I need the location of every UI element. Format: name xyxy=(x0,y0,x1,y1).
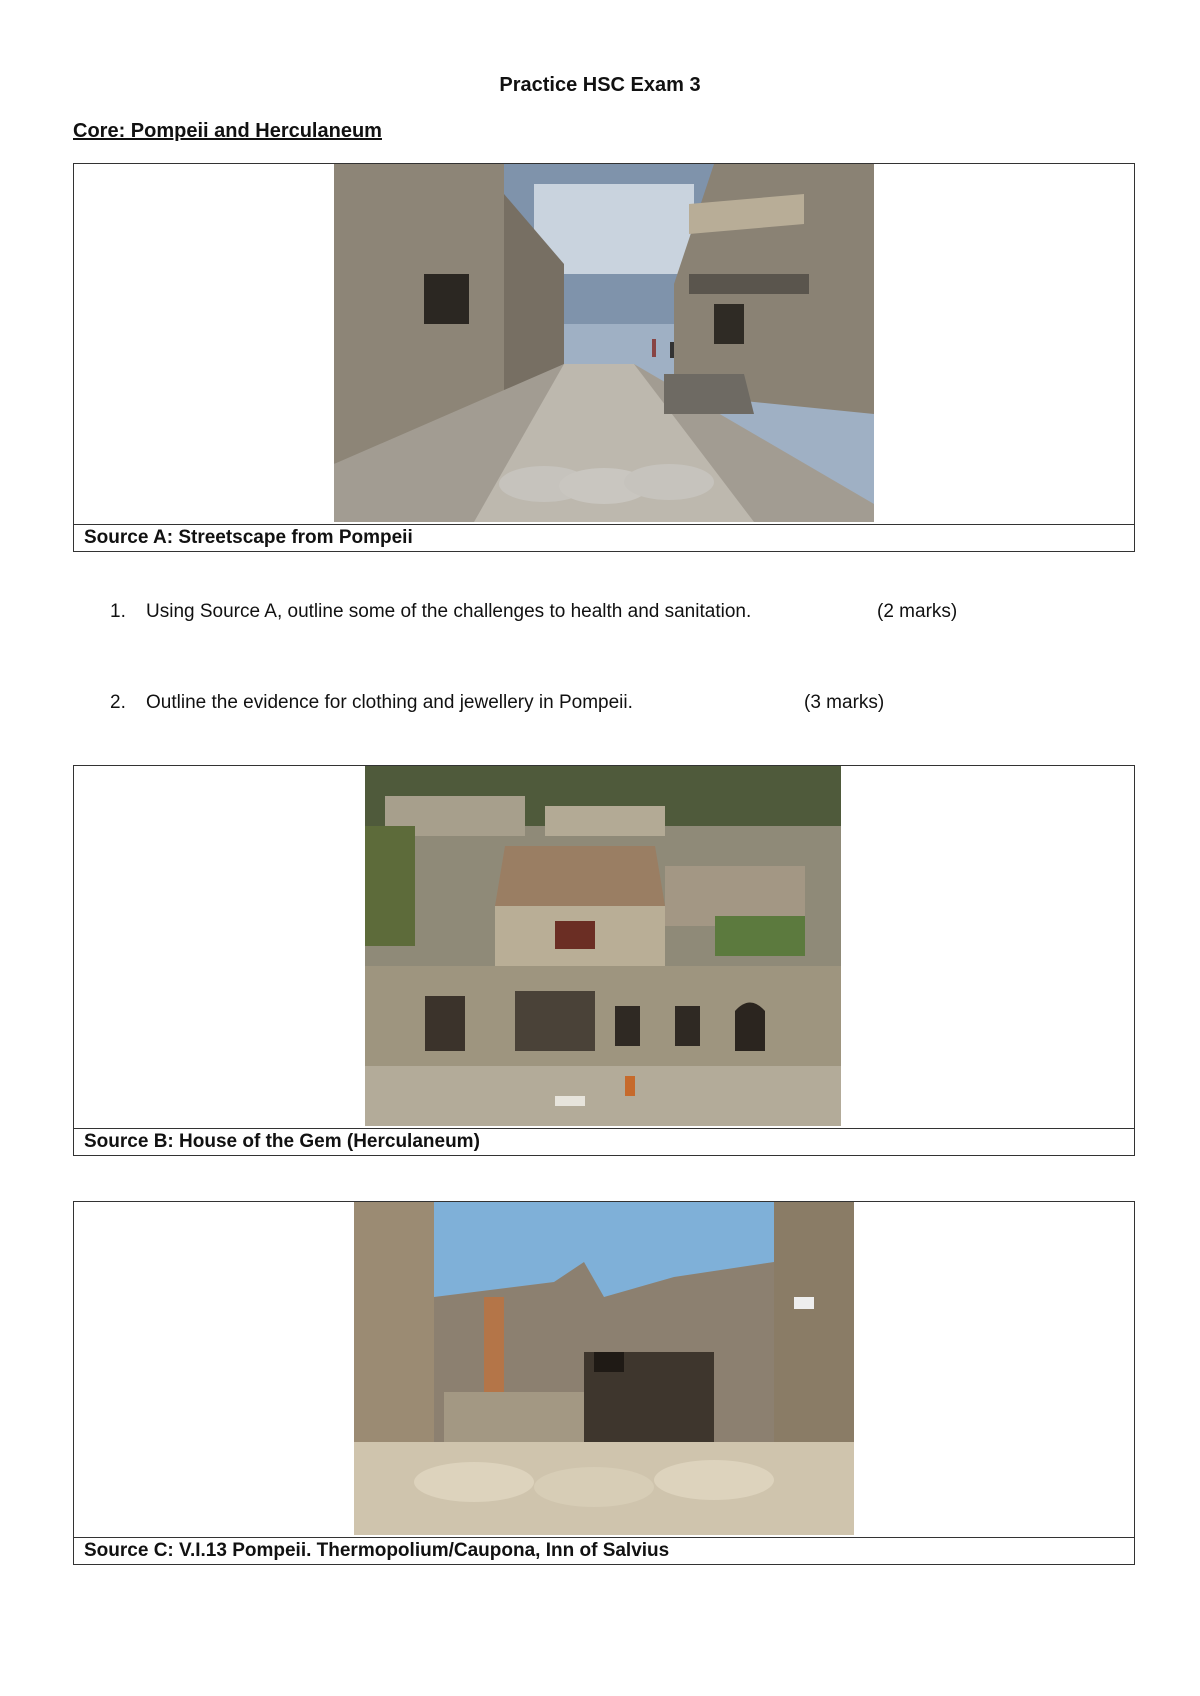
section-heading: Core: Pompeii and Herculaneum xyxy=(73,120,382,142)
source-a-photo xyxy=(334,164,874,522)
source-c-box xyxy=(73,1201,1135,1565)
source-c-caption: Source C: V.I.13 Pompeii. Thermopolium/Caupona, Inn of Salvius xyxy=(84,1540,670,1561)
source-b-photo xyxy=(365,766,841,1126)
source-b-box xyxy=(73,765,1135,1156)
question-1 xyxy=(110,601,1010,623)
question-2-text: Outline the evidence for clothing and jewellery in Pompeii. xyxy=(146,692,633,713)
source-b-caption: Source B: House of the Gem (Herculaneum) xyxy=(84,1131,480,1152)
source-a-box xyxy=(73,163,1135,552)
page-title: Practice HSC Exam 3 xyxy=(499,74,701,96)
source-c-photo xyxy=(354,1202,854,1535)
question-1-marks: (2 marks) xyxy=(877,601,958,622)
question-2-number: 2. xyxy=(110,692,126,713)
question-2-marks: (3 marks) xyxy=(804,692,885,713)
source-a-caption: Source A: Streetscape from Pompeii xyxy=(84,527,413,548)
question-1-number: 1. xyxy=(110,601,126,622)
question-2 xyxy=(110,692,1010,714)
question-1-text: Using Source A, outline some of the challenges to health and sanitation. xyxy=(146,601,752,622)
